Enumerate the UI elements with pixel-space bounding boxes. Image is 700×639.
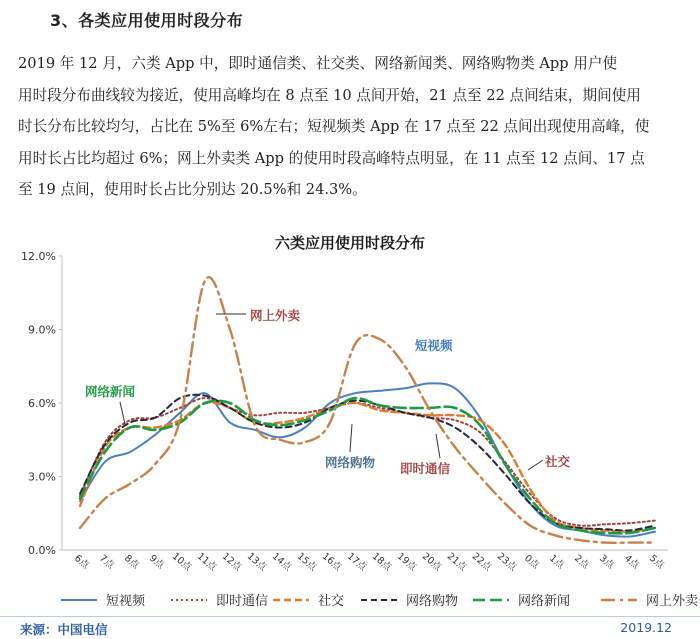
chart-title: 六类应用使用时段分布 (274, 234, 425, 252)
date-label: 2019.12 (620, 620, 672, 635)
legend-label: 网络购物 (406, 594, 459, 609)
legend-swatch (170, 595, 208, 605)
annotation-label: 社交 (545, 454, 571, 469)
x-tick-label: 7点 (97, 552, 117, 572)
line-chart (0, 248, 700, 588)
y-tick-label: 0.0% (28, 544, 56, 557)
annotation-label: 短视频 (415, 338, 453, 353)
x-tick-label: 17点 (344, 550, 369, 574)
legend-swatch (272, 595, 310, 605)
legend-swatch (472, 595, 510, 605)
paragraph-line: 用时段分布曲线较为接近，使用高峰均在 8 点至 10 点间开始，21 点至 22 点间结束，期间使用 (18, 86, 641, 104)
chart-legend (60, 590, 700, 610)
x-tick-label: 23点 (494, 550, 519, 574)
x-tick-label: 10点 (169, 550, 194, 574)
legend-label: 社交 (318, 594, 345, 609)
legend-swatch (600, 595, 638, 605)
annotation-label: 即时通信 (400, 461, 451, 476)
x-tick-label: 0点 (522, 552, 542, 572)
legend-label: 网络新闻 (518, 594, 571, 609)
x-tick-label: 18点 (369, 550, 394, 574)
paragraph-line: 用时长占比均超过 6%；网上外卖类 App 的使用时段高峰特点明显，在 11 点至 12 点间、17 点 (18, 149, 645, 167)
paragraph-line: 至 19 点间，使用时长占比分别达 20.5%和 24.3%。 (18, 181, 367, 198)
x-tick-label: 16点 (319, 550, 344, 574)
annotation-leader (120, 402, 125, 424)
x-tick-label: 15点 (294, 550, 319, 574)
section-heading: 3、各类应用使用时段分布 (50, 11, 244, 30)
series-line-5 (80, 277, 655, 543)
annotation-label: 网上外卖 (250, 308, 301, 323)
legend-label: 短视频 (106, 594, 146, 609)
legend-label: 网上外卖 (646, 594, 699, 609)
x-tick-label: 21点 (444, 550, 469, 574)
legend-item (272, 590, 344, 609)
x-tick-label: 8点 (122, 552, 142, 572)
source-label: 来源：中国电信 (20, 622, 108, 637)
y-tick-label: 6.0% (28, 397, 56, 410)
legend-item (472, 590, 570, 609)
legend-swatch (60, 595, 98, 605)
y-tick-label: 3.0% (28, 470, 56, 484)
x-tick-label: 12点 (219, 550, 244, 574)
annotation-label: 网络购物 (325, 455, 376, 470)
x-tick-label: 13点 (244, 550, 269, 574)
footer-bar (0, 616, 700, 639)
paragraph (18, 48, 686, 206)
x-tick-label: 20点 (419, 550, 444, 574)
legend-item (170, 590, 268, 609)
x-tick-label: 11点 (194, 550, 219, 574)
annotation-leader (436, 434, 440, 458)
paragraph-line: 2019 年 12 月，六类 App 中，即时通信类、社交类、网络新闻类、网络购物类 App 用户使 (18, 55, 618, 72)
annotation-label: 网络新闻 (85, 384, 136, 399)
legend-item (60, 590, 145, 609)
legend-swatch (360, 595, 398, 605)
x-tick-label: 1点 (547, 552, 567, 572)
y-tick-label: 12.0% (21, 250, 56, 263)
annotation-leader (350, 424, 352, 452)
x-tick-label: 6点 (72, 552, 92, 572)
y-tick-label: 9.0% (28, 323, 56, 337)
annotation-leader (528, 460, 543, 470)
x-tick-label: 22点 (469, 550, 494, 574)
paragraph-line: 时长分布比较均匀，占比在 5%至 6%左右；短视频类 App 在 17 点至 22 点间出现使用高峰，使 (18, 118, 650, 135)
legend-item (600, 590, 698, 609)
x-tick-label: 14点 (269, 550, 294, 574)
x-tick-label: 5点 (647, 552, 667, 572)
x-tick-label: 4点 (622, 552, 642, 572)
x-tick-label: 3点 (597, 552, 617, 572)
legend-label: 即时通信 (216, 594, 269, 609)
legend-item (360, 590, 458, 609)
x-tick-label: 19点 (394, 550, 419, 574)
x-tick-label: 9点 (147, 552, 167, 572)
x-tick-label: 2点 (572, 552, 592, 572)
